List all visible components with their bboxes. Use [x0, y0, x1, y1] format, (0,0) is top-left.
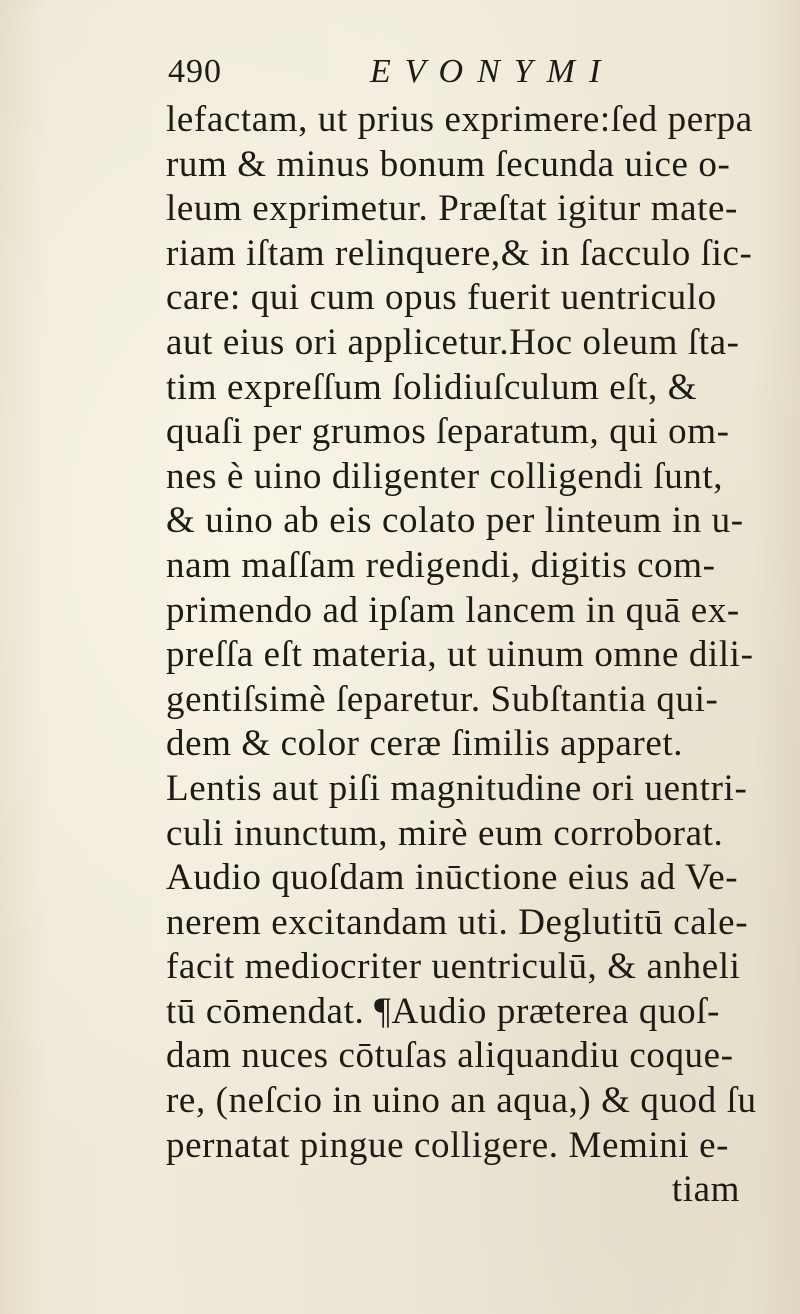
- text-line: nam maſſam redigendi, digitis com-: [166, 544, 716, 586]
- text-line: Audio quoſdam inūctione eius ad Ve-: [166, 857, 739, 899]
- catchword: tiam: [671, 1169, 740, 1211]
- text-line: tū cōmendat. ¶Audio præterea quoſ-: [166, 990, 720, 1032]
- text-line: riam iſtam relinquere,& in ſacculo ſic-: [166, 232, 753, 274]
- text-line: Lentis aut piſi magnitudine ori uentri-: [166, 767, 748, 809]
- text-line: culi inunctum, mirè eum corroborat.: [166, 812, 724, 854]
- running-title: EVONYMI: [370, 53, 615, 90]
- text-line: preſſa eſt materia, ut uinum omne dili-: [166, 634, 754, 676]
- text-line: re, (neſcio in uino an aqua,) & quod ſu: [166, 1080, 757, 1122]
- page-header: [168, 48, 648, 96]
- text-line: tim expreſſum ſolidiuſculum eſt, &: [166, 366, 698, 408]
- text-line: pernatat pingue colligere. Memini e-: [166, 1124, 730, 1166]
- text-line: & uino ab eis colato per linteum in u-: [166, 500, 744, 542]
- text-line: nerem excitandam uti. Deglutitū cale-: [166, 901, 749, 943]
- text-line: facit mediocriter uentriculū, & anheli: [166, 946, 741, 988]
- text-line: aut eius ori applicetur.Hoc oleum ſta-: [166, 321, 740, 363]
- text-line: dem & color ceræ ſimilis apparet.: [166, 723, 684, 765]
- text-line: leum exprimetur. Præſtat igitur mate-: [166, 188, 738, 230]
- text-line: gentiſsimè ſeparetur. Subſtantia qui-: [166, 678, 719, 720]
- text-line: dam nuces cōtuſas aliquandiu coque-: [166, 1035, 734, 1077]
- text-line: lefactam, ut prius exprimere:ſed perpa: [166, 99, 753, 140]
- page-number: 490: [168, 53, 222, 90]
- body-text: [166, 98, 786, 1213]
- text-line: care: qui cum opus fuerit uentriculo: [166, 277, 717, 319]
- text-line: nes è uino diligenter colligendi ſunt,: [166, 455, 724, 497]
- text-line: quaſi per grumos ſeparatum, qui om-: [166, 411, 730, 453]
- text-line: primendo ad ipſam lancem in quā ex-: [166, 589, 740, 631]
- text-line: rum & minus bonum ſecunda uice o-: [166, 143, 731, 185]
